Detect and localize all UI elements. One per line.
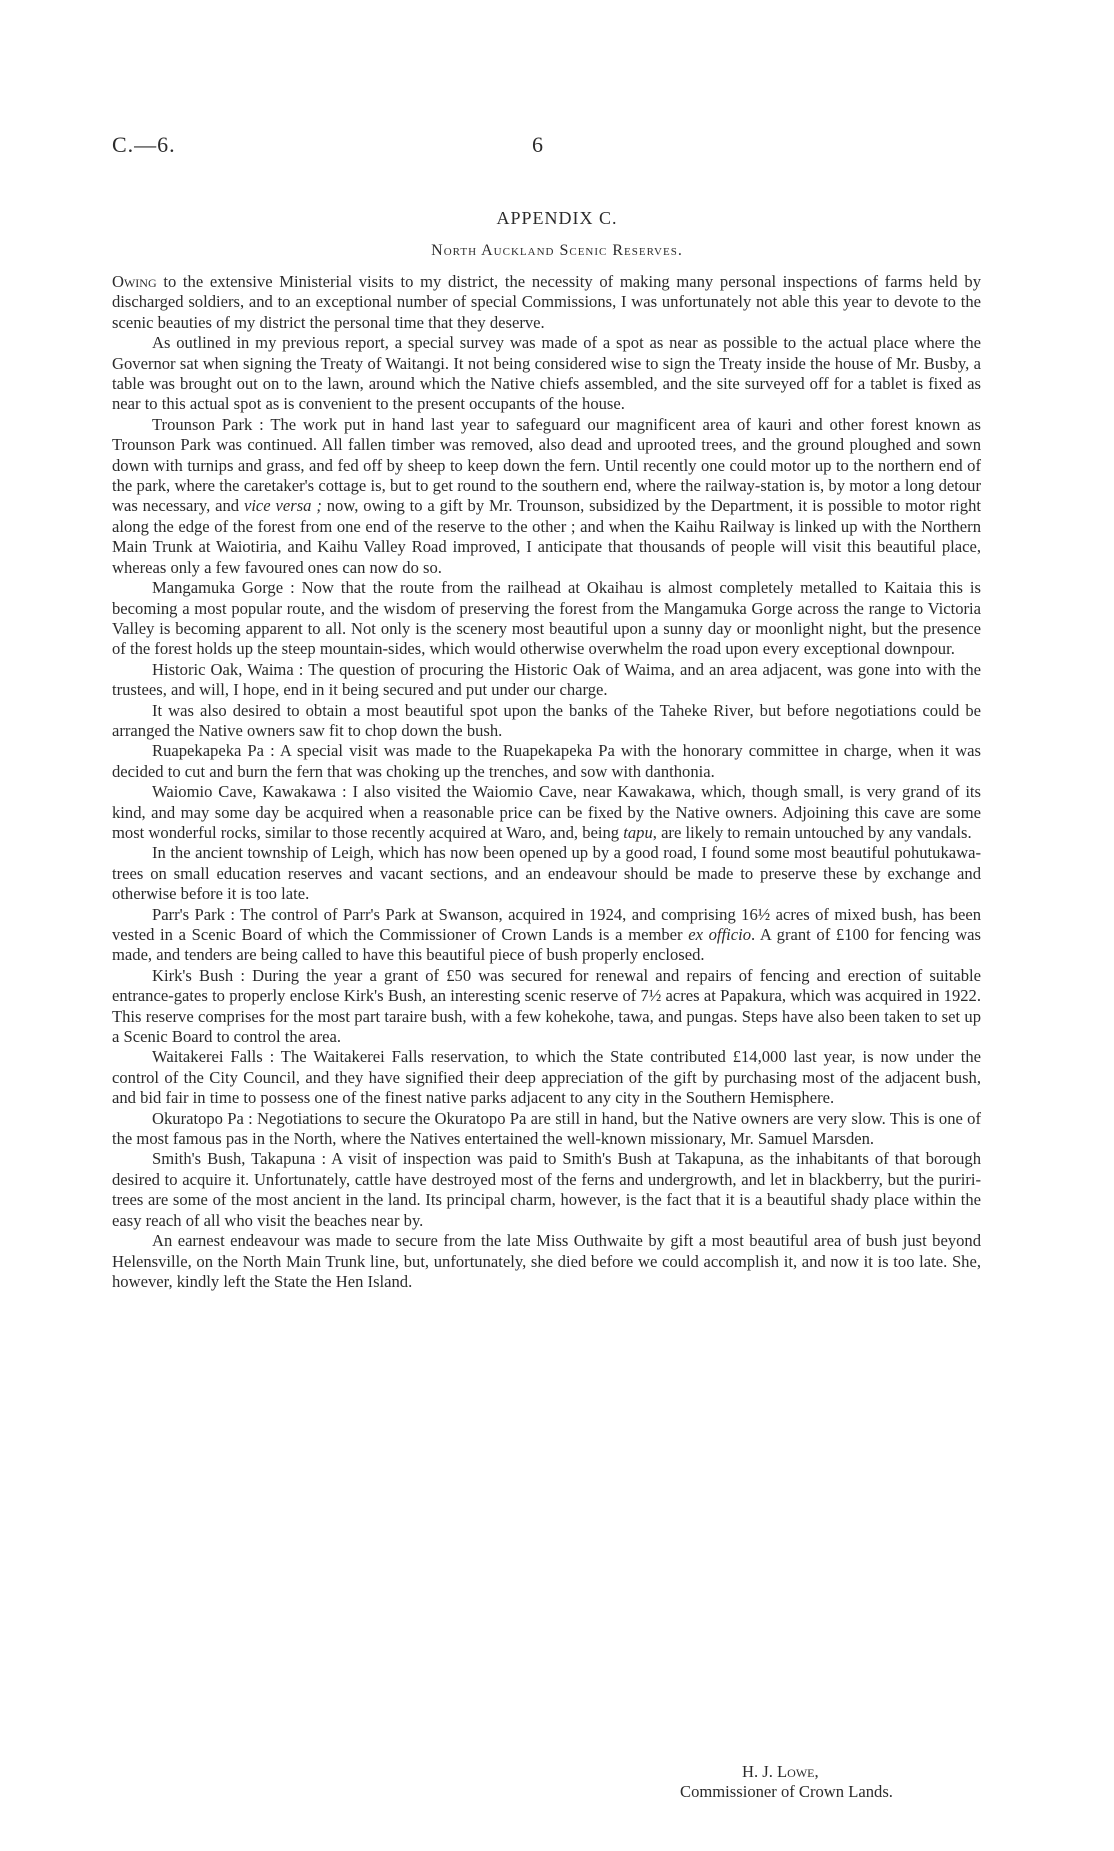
paragraph-leigh: In the ancient township of Leigh, which has now been opened up by a good road, I found some most beautiful pohutukawa-trees on small education reserves and vacant sections, and an endeavour should be made to preserve these by exchange and otherwise before it is too late. (112, 843, 981, 904)
signature-block (680, 1762, 980, 1803)
paragraph-waitakerei-falls: Waitakerei Falls : The Waitakerei Falls reservation, to which the State contributed £14,000 last year, is now under the control of the City Council, and they have signified their deep appreciation of the gift by purchasing most of the adjacent bush, and bid fair in time to possess one of the finest native parks adjacent to any city in the Southern Hemisphere. (112, 1047, 981, 1108)
report-body (112, 272, 981, 1292)
signatory-name: H. J. Lowe, (742, 1762, 819, 1781)
paragraph-smiths-bush: Smith's Bush, Takapuna : A visit of inspection was paid to Smith's Bush at Takapuna, as the inhabitants of that borough desired to acquire it. Unfortunately, cattle have destroyed most of the ferns and undergrowth, and let in blackberry, but the puriri-trees are some of the most ancient in the land. Its principal charm, however, is the fact that it is a beautiful shady place within the easy reach of all who visit the beaches near by. (112, 1149, 981, 1230)
paragraph-waiomio-cave: Waiomio Cave, Kawakawa : I also visited the Waiomio Cave, near Kawakawa, which, though small, is very grand of its kind, and may some day be acquired when a reasonable price can be fixed by the Native owners. Adjoining this cave are some most wonderful rocks, similar to those recently acquired at Waro, and, being tapu, are likely to remain untouched by any vandals. (112, 782, 981, 842)
paragraph-trounson-park: Trounson Park : The work put in hand last year to safeguard our magnificent area of kauri and other forest known as Trounson Park was continued. All fallen timber was removed, also dead and uprooted trees, and the ground ploughed and sown down with turnips and grass, and fed off by sheep to keep down the fern. Until recently one could motor up to the northern end of the park, where the caretaker's cottage is, but to get round to the southern end, where the railway-station is, by motor a long detour was necessary, and vice versa ; now, owing to a gift by Mr. Trounson, subsidized by the Department, it is possible to motor right along the edge of the forest from one end of the reserve to the other ; and when the Kaihu Railway is linked up with the Northern Main Trunk at Waiotiria, and Kaihu Valley Road improved, I anticipate that thousands of people will visit this beautiful place, whereas only a few favoured ones can now do so. (112, 414, 981, 577)
paragraph-ruapekapeka-pa: Ruapekapeka Pa : A special visit was made to the Ruapekapeka Pa with the honorary committee in charge, when it was decided to cut and burn the fern that was choking up the trenches, and sow with danthonia. (112, 741, 981, 781)
paragraph-treaty-of-waitangi: As outlined in my previous report, a special survey was made of a spot as near as possible to the actual place where the Governor sat when signing the Treaty of Waitangi. It not being considered wise to sign the Treaty inside the house of Mr. Busby, a table was brought out on to the lawn, around which the Native chiefs assembled, and the site surveyed off for a tablet is fixed as near to this actual spot as is convenient to the present occupants of the house. (112, 333, 981, 414)
paragraph-hen-island: An earnest endeavour was made to secure from the late Miss Outhwaite by gift a most beautiful area of bush just beyond Helensville, on the North Main Trunk line, but, unfortunately, she died before we could accomplish it, and now it is too late. She, however, kindly left the State the Hen Island. (112, 1231, 981, 1291)
page-number: 6 (532, 132, 543, 157)
paragraph-historic-oak: Historic Oak, Waima : The question of procuring the Historic Oak of Waima, and an area adjacent, was gone into with the trustees, and will, I hope, end in it being secured and put under our charge. (112, 659, 981, 700)
appendix-title: APPENDIX C. (496, 208, 618, 228)
paragraph-kirks-bush: Kirk's Bush : During the year a grant of £50 was secured for renewal and repairs of fencing and erection of suitable entrance-gates to properly enclose Kirk's Bush, an interesting scenic reserve of 7½ acres at Papakura, which was acquired in 1922. This reserve comprises for the most part taraire bush, with a few kohekohe, tawa, and pungas. Steps have also been taken to set up a Scenic Board to control the area. (112, 965, 981, 1047)
paragraph-mangamuka-gorge: Mangamuka Gorge : Now that the route from the railhead at Okaihau is almost completely metalled to Kaitaia this is becoming a most popular route, and the wisdom of preserving the forest from the Mangamuka Gorge across the range to Victoria Valley is becoming apparent to all. Not only is the scenery most beautiful upon a sunny day or moonlight night, but the presence of the forest holds up the steep mountain-sides, which would otherwise overwhelm the road upon every exceptional downpour. (112, 578, 981, 659)
page-header (112, 132, 942, 162)
paragraph-parrs-park: Parr's Park : The control of Parr's Park at Swanson, acquired in 1924, and comprising 16½ acres of mixed bush, has been vested in a Scenic Board of which the Commissioner of Crown Lands is a member ex officio. A grant of £100 for fencing was made, and tenders are being called to have this beautiful piece of bush properly enclosed. (112, 904, 982, 965)
paragraph-introduction: Owing to the extensive Ministerial visits to my district, the necessity of making many personal inspections of farms held by discharged soldiers, and to an exceptional number of special Commissions, I was unfortunately not able this year to devote to the scenic beauties of my district the personal time that they deserve. (112, 272, 981, 332)
drop-word: Owing (112, 272, 157, 291)
document-reference: C.—6. (112, 132, 176, 157)
signatory-title: Commissioner of Crown Lands. (680, 1782, 893, 1802)
section-title: North Auckland Scenic Reserves. (431, 242, 683, 259)
paragraph-okuratopo-pa: Okuratopo Pa : Negotiations to secure the Okuratopo Pa are still in hand, but the Native owners are very slow. This is one of the most famous pas in the North, where the Natives entertained the well-known missionary, Mr. Samuel Marsden. (112, 1108, 981, 1149)
paragraph-taheke-river: It was also desired to obtain a most beautiful spot upon the banks of the Taheke River, but before negotiations could be arranged the Native owners saw fit to chop down the bush. (112, 700, 981, 740)
